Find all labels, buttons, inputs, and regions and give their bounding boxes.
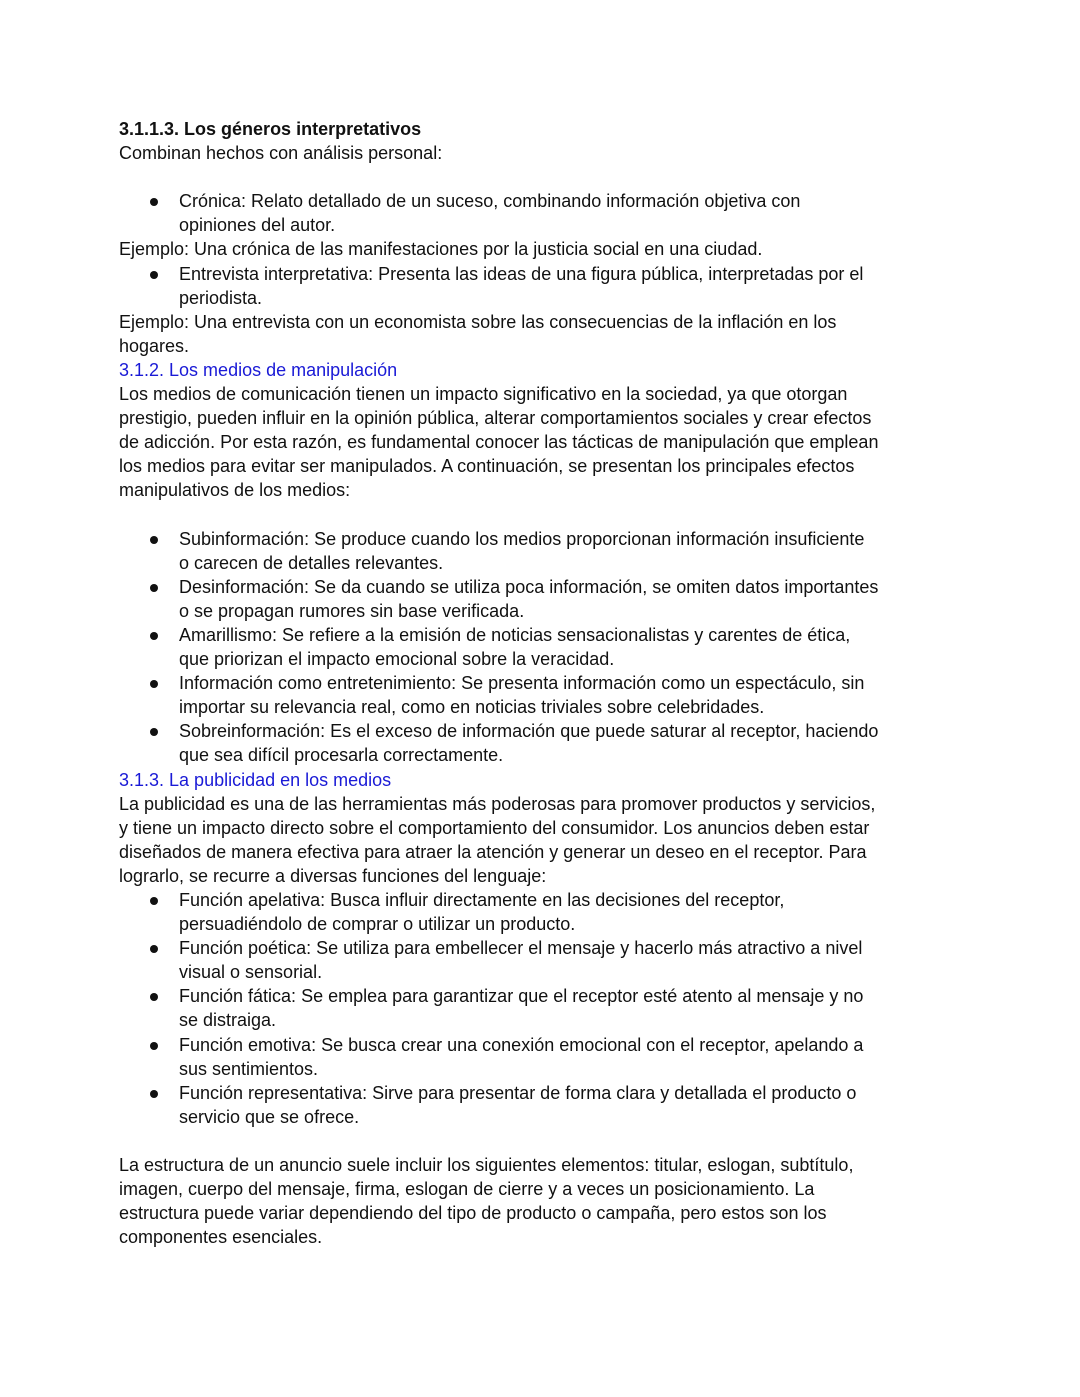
list-item-text: Subinformación: Se produce cuando los medios proporcionan información insuficiente o carecen de detalles relevantes. — [179, 528, 865, 573]
list-item — [119, 888, 879, 936]
list-item — [119, 527, 879, 575]
list-item — [119, 575, 879, 623]
bullet-icon — [150, 993, 158, 1001]
bullet-icon — [150, 584, 158, 592]
list-item-text: Función fática: Se emplea para garantizar que el receptor esté atento al mensaje y no se distraiga. — [179, 986, 864, 1031]
heading-medios-manipulacion: 3.1.2. Los medios de manipulación — [119, 359, 398, 380]
bullet-icon — [150, 680, 158, 688]
bullet-icon — [150, 728, 158, 736]
example-entrevista: Ejemplo: Una entrevista con un economista sobre las consecuencias de la inflación en los hogares. — [119, 311, 837, 356]
spacer — [119, 165, 879, 189]
list-item-text: Desinformación: Se da cuando se utiliza poca información, se omiten datos importantes o se propagan rumores sin base verificada. — [179, 576, 879, 621]
heading-generos-interpretativos: 3.1.1.3. Los géneros interpretativos — [119, 119, 422, 139]
list-item — [119, 1033, 879, 1081]
bullet-icon — [150, 271, 158, 279]
example-cronica: Ejemplo: Una crónica de las manifestaciones por la justicia social en una ciudad. — [119, 239, 763, 260]
list-funciones-lenguaje — [119, 888, 879, 1129]
bullet-icon — [150, 1042, 158, 1050]
paragraph-estructura-anuncio: La estructura de un anuncio suele incluir los siguientes elementos: titular, eslogan, subtítulo, imagen, cuerpo del mensaje, firma, eslogan de cierre y a veces un posicionamiento. La estructura puede variar dependiendo del tipo de producto o campaña, pero estos son los componentes esenciales. — [119, 1155, 854, 1248]
list-item-cronica — [119, 189, 879, 237]
intro-interpretativos: Combinan hechos con análisis personal: — [119, 143, 443, 164]
list-interpretativos-2 — [119, 262, 879, 310]
spacer — [119, 1129, 879, 1153]
bullet-icon — [150, 536, 158, 544]
spacer — [119, 503, 879, 527]
bullet-icon — [150, 632, 158, 640]
list-item — [119, 1081, 879, 1129]
paragraph-publicidad: La publicidad es una de las herramientas más poderosas para promover productos y servicios, y tiene un impacto directo sobre el comportamiento del consumidor. Los anuncios deben estar diseñados de manera efectiva para atraer la atención y generar un deseo en el receptor. Para lograrlo, se recurre a diversas funciones del lenguaje: — [119, 793, 876, 886]
list-item — [119, 623, 879, 671]
heading-publicidad: 3.1.3. La publicidad en los medios — [119, 769, 392, 790]
bullet-icon — [150, 1090, 158, 1098]
list-item-text: Información como entretenimiento: Se presenta información como un espectáculo, sin importar su relevancia real, como en noticias triviales sobre celebridades. — [179, 673, 865, 718]
list-item-text: Función emotiva: Se busca crear una conexión emocional con el receptor, apelando a sus sentimientos. — [179, 1034, 864, 1079]
list-item-text: Amarillismo: Se refiere a la emisión de noticias sensacionalistas y carentes de ética, que priorizan el impacto emocional sobre la veracidad. — [179, 624, 851, 670]
bullet-icon — [150, 198, 158, 206]
list-item — [119, 936, 879, 984]
document-page — [119, 117, 879, 1249]
list-item — [119, 984, 879, 1032]
list-item-text: Sobreinformación: Es el exceso de información que puede saturar al receptor, haciendo que sea difícil procesarla correctamente. — [179, 721, 879, 766]
paragraph-manipulacion: Los medios de comunicación tienen un impacto significativo en la sociedad, ya que otorgan prestigio, pueden influir en la opinión pública, alterar comportamientos sociales y crear efectos de adicción. Por esta razón, es fundamental conocer las tácticas de manipulación que emplean los medios para evitar ser manipulados. A continuación, se presentan los principales efectos manipulativos de los medios: — [119, 384, 879, 501]
list-item-text: Función poética: Se utiliza para embellecer el mensaje y hacerlo más atractivo a nivel visual o sensorial. — [179, 938, 863, 983]
list-item-text: Función apelativa: Busca influir directamente en las decisiones del receptor, persuadiéndolo de comprar o utilizar un producto. — [179, 890, 785, 935]
list-item-text: Entrevista interpretativa: Presenta las ideas de una figura pública, interpretadas por el periodista. — [179, 263, 864, 308]
list-item-text: Función representativa: Sirve para presentar de forma clara y detallada el producto o servicio que se ofrece. — [179, 1082, 857, 1127]
list-item — [119, 671, 879, 719]
bullet-icon — [150, 945, 158, 953]
bullet-icon — [150, 897, 158, 905]
list-item — [119, 719, 879, 767]
list-interpretativos-1 — [119, 189, 879, 237]
list-manipulacion — [119, 527, 879, 768]
list-item-text: Crónica: Relato detallado de un suceso, combinando información objetiva con opiniones del autor. — [179, 191, 801, 236]
list-item-entrevista — [119, 262, 879, 310]
